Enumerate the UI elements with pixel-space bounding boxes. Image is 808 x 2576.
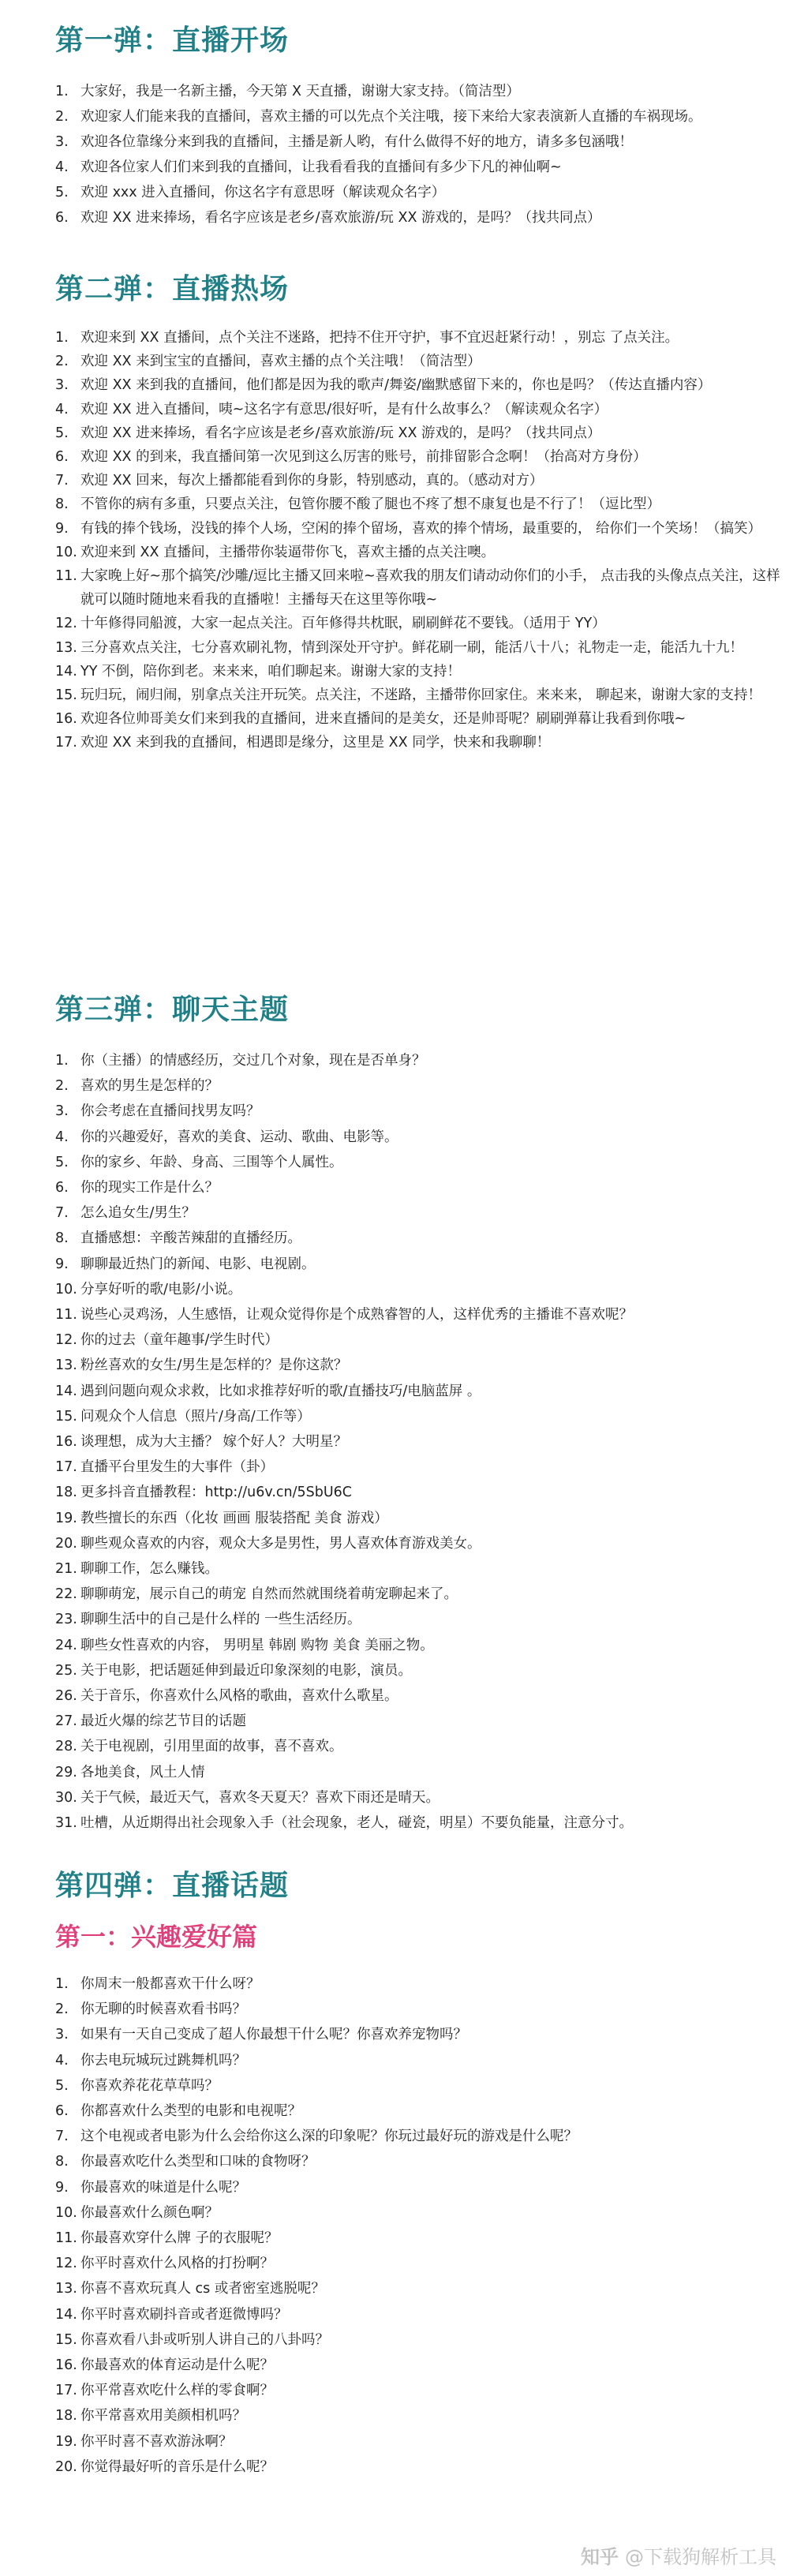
list-item-number: 19.	[55, 2433, 77, 2450]
list-item-number: 24.	[55, 1637, 77, 1653]
list-item-number: 23.	[55, 1612, 77, 1628]
list-item-text: 各地美食，风土人情	[80, 1764, 205, 1780]
list-item-text: 直播感想：辛酸苦辣甜的直播经历。	[80, 1230, 301, 1247]
list-item-number: 14.	[55, 2306, 77, 2323]
list-item-text: 说些心灵鸡汤，人生感悟，让观众觉得你是个成熟睿智的人，这样优秀的主播谁不喜欢呢？	[80, 1307, 633, 1324]
list-item-text: 聊些观众喜欢的内容，观众大多是男性，男人喜欢体育游戏美女。	[80, 1535, 481, 1552]
list-item-number: 5.	[55, 185, 69, 200]
list-item-number: 2.	[55, 109, 69, 125]
list-item	[55, 683, 781, 707]
list-item	[55, 2124, 781, 2149]
list-item-number: 11.	[55, 2230, 77, 2247]
list-item-text: 怎么追女生/男生？	[80, 1205, 196, 1222]
list-item	[55, 564, 781, 612]
list-item-text: 聊聊工作，怎么赚钱。	[80, 1561, 219, 1578]
list-item-text: 关于音乐，你喜欢什么风格的歌曲，喜欢什么歌星。	[80, 1688, 398, 1705]
list-item	[55, 1607, 781, 1632]
list-item	[55, 2175, 781, 2200]
list-item-text: 欢迎 xxx 进入直播间，你这名字有意思呀（解读观众名字）	[80, 185, 446, 200]
list-item-text: 欢迎家人们能来我的直播间，喜欢主播的可以先点个关注哦，接下来给大家表演新人直播的车祸现场。	[80, 109, 702, 125]
list-item	[55, 2429, 781, 2454]
list-item-text: 谈理想，成为大主播？ 嫁个好人？大明星？	[80, 1434, 348, 1451]
list-item-text: 欢迎各位帅哥美女们来到我的直播间，进来直播间的是美女，还是帅哥呢？刷刷弹幕让我看到你哦~	[80, 711, 686, 728]
list-item-text: 关于气候，最近天气，喜欢冬天夏天？喜欢下雨还是晴天。	[80, 1789, 440, 1806]
list-item	[55, 1709, 781, 1734]
list-item	[55, 2073, 781, 2099]
list-item-number: 17.	[55, 1459, 77, 1476]
list-item-number: 2.	[55, 1078, 69, 1095]
list-item-number: 31.	[55, 1815, 77, 1832]
list-item-number: 8.	[55, 2154, 69, 2170]
list-item	[55, 1353, 781, 1378]
list-item	[55, 205, 781, 230]
list-item-text: 你会考虑在直播间找男友吗？	[80, 1103, 260, 1120]
list-item-number: 17.	[55, 2383, 77, 2399]
list-item-number: 11.	[55, 1307, 77, 1324]
list-item-number: 15.	[55, 2331, 77, 2348]
list-item	[55, 1734, 781, 1759]
list-item-text: 欢迎 XX 进来捧场，看名字应该是老乡/喜欢旅游/玩 XX 游戏的，是吗？（找共同点）	[80, 425, 601, 441]
list-item	[55, 104, 781, 129]
section-heading-live-topics: 第四弹：直播话题	[55, 1870, 290, 1902]
list-item-number: 7.	[55, 2129, 69, 2145]
list-item	[55, 517, 781, 541]
list-item-text: 你的现实工作是什么？	[80, 1180, 219, 1196]
list-item-number: 14.	[55, 1383, 77, 1399]
list-item-number: 5.	[55, 1154, 69, 1170]
list-item-text: 你平时喜欢什么风格的打扮啊？	[80, 2256, 274, 2272]
list-item-text: 你喜欢看八卦或听别人讲自己的八卦吗？	[80, 2331, 329, 2348]
list-item-text: 欢迎各位靠缘分来到我的直播间，主播是新人哟，有什么做得不好的地方，请多多包涵哦！	[80, 134, 633, 150]
list-item-number: 2.	[55, 2001, 69, 2018]
list-item-number: 9.	[55, 1256, 69, 1272]
opening-list	[55, 79, 781, 230]
list-item	[55, 1252, 781, 1277]
list-item-text: 聊聊最近热门的新闻、电影、电视剧。	[80, 1256, 316, 1272]
list-item-text: 大家晚上好~那个搞笑/沙雕/逗比主播又回来啦~喜欢我的朋友们请动动你们的小手， 点击我的头像点点关注，这样就可以随时随地来看我的直播啦！主播每天在这里等你哦~	[80, 568, 780, 608]
list-item-text: 遇到问题向观众求救，比如求推荐好听的歌/直播技巧/电脑蓝屏 。	[80, 1383, 481, 1399]
list-item-text: 你平常喜欢用美颜相机吗？	[80, 2408, 246, 2424]
list-item-number: 28.	[55, 1739, 77, 1755]
list-item-number: 4.	[55, 159, 69, 175]
list-item-number: 10.	[55, 1281, 77, 1297]
list-item-text: 你平时喜不喜欢游泳啊？	[80, 2433, 233, 2450]
list-item-number: 19.	[55, 1510, 77, 1526]
list-item-text: 欢迎来到 XX 直播间，点个关注不迷路，把持不住开守护，事不宜迟赶紧行动！，别忘 了点关注。	[80, 330, 679, 346]
list-item	[55, 1556, 781, 1582]
list-item-number: 15.	[55, 687, 77, 704]
list-item-text: 最近火爆的综艺节目的话题	[80, 1713, 246, 1730]
list-item	[55, 492, 781, 516]
list-item	[55, 1760, 781, 1785]
list-item	[55, 79, 781, 104]
list-item-number: 7.	[55, 473, 69, 489]
list-item-text: 你无聊的时候喜欢看书吗？	[80, 2001, 246, 2018]
list-item-text: 你的过去（童年趣事/学生时代）	[80, 1332, 279, 1349]
list-item-number: 18.	[55, 2408, 77, 2424]
list-item	[55, 541, 781, 564]
list-item-text: 这个电视或者电影为什么会给你这么深的印象呢？你玩过最好玩的游戏是什么呢？	[80, 2129, 578, 2145]
list-item-text: 玩归玩，闹归闹，别拿点关注开玩笑。点关注，不迷路，主播带你回家住。来来来， 聊起来，谢谢大家的支持！	[80, 687, 762, 704]
list-item-text: 喜欢的男生是怎样的？	[80, 1078, 219, 1095]
list-item-number: 1.	[55, 330, 69, 346]
list-item	[55, 445, 781, 469]
list-item-number: 13.	[55, 2281, 77, 2297]
list-item-number: 16.	[55, 2357, 77, 2374]
list-item	[55, 373, 781, 397]
list-item-text: 关于电影，把话题延伸到最近印象深刻的电影，演员。	[80, 1662, 412, 1679]
list-item	[55, 2251, 781, 2276]
list-item-text: 大家好，我是一名新主播，今天第 X 天直播，谢谢大家支持。（简洁型）	[80, 84, 520, 99]
list-item-text: 欢迎 XX 的到来，我直播间第一次见到这么厉害的账号，前排留影合念啊！（抬高对方身份）	[80, 449, 647, 466]
list-item	[55, 2276, 781, 2301]
list-item-number: 12.	[55, 2256, 77, 2272]
list-item-text: 你喜不喜欢玩真人 cs 或者密室逃脱呢？	[80, 2281, 325, 2297]
section-heading-chat-topics: 第三弹：聊天主题	[55, 994, 290, 1026]
list-item	[55, 1531, 781, 1556]
list-item-number: 6.	[55, 1180, 69, 1196]
list-item-text: 你最喜欢吃什么类型和口味的食物呀？	[80, 2154, 316, 2170]
list-item-number: 20.	[55, 2458, 77, 2475]
list-item-text: 欢迎 XX 来到我的直播间，他们都是因为我的歌声/舞姿/幽默感留下来的，你也是吗？（传达直播内容）	[80, 377, 712, 394]
list-item-number: 9.	[55, 2179, 69, 2196]
section-heading-opening: 第一弹：直播开场	[55, 24, 290, 57]
chat-topics-list	[55, 1048, 781, 1836]
list-item-text: 你的兴趣爱好，喜欢的美食、运动、歌曲、电影等。	[80, 1129, 398, 1145]
list-item-number: 15.	[55, 1408, 77, 1425]
list-item	[55, 731, 781, 754]
list-item	[55, 2353, 781, 2378]
list-item-text: 聊聊萌宠，展示自己的萌宠 自然而然就围绕着萌宠聊起来了。	[80, 1586, 458, 1603]
list-item-number: 17.	[55, 735, 77, 751]
list-item-text: 你平常喜欢吃什么样的零食啊？	[80, 2383, 274, 2399]
list-item	[55, 1175, 781, 1200]
list-item-number: 6.	[55, 2103, 69, 2120]
list-item-number: 5.	[55, 2077, 69, 2094]
list-item-text: 欢迎各位家人们们来到我的直播间，让我看看我的直播间有多少下凡的神仙啊~	[80, 159, 562, 175]
list-item-text: 吐槽，从近期得出社会现象入手（社会现象，老人，碰瓷，明星）不要负能量，注意分寸。	[80, 1815, 633, 1832]
list-item	[55, 1404, 781, 1429]
list-item-number: 13.	[55, 639, 77, 656]
list-item-text: 你周末一般都喜欢干什么呀？	[80, 1976, 260, 1992]
list-item-text: 你去电玩城玩过跳舞机吗？	[80, 2052, 246, 2069]
list-item-text: 欢迎 XX 进来捧场，看名字应该是老乡/喜欢旅游/玩 XX 游戏的，是吗？（找共同点）	[80, 210, 601, 226]
warmup-list	[55, 326, 781, 755]
list-item-text: 有钱的捧个钱场，没钱的捧个人场，空闲的捧个留场，喜欢的捧个情场，最重要的， 给你们一个笑场！（搞笑）	[80, 520, 762, 537]
list-item-text: 你觉得最好听的音乐是什么呢？	[80, 2458, 274, 2475]
list-item-text: 你喜欢养花花草草吗？	[80, 2077, 219, 2094]
list-item	[55, 350, 781, 373]
list-item-text: 如果有一天自己变成了超人你最想干什么呢？你喜欢养宠物吗？	[80, 2027, 467, 2043]
list-item	[55, 1048, 781, 1073]
list-item-number: 29.	[55, 1764, 77, 1780]
list-item-number: 8.	[55, 496, 69, 513]
list-item	[55, 129, 781, 155]
list-item	[55, 2022, 781, 2047]
list-item-number: 6.	[55, 449, 69, 466]
list-item-number: 14.	[55, 663, 77, 680]
list-item	[55, 1125, 781, 1150]
list-item-number: 4.	[55, 2052, 69, 2069]
list-item-number: 3.	[55, 2027, 69, 2043]
list-item	[55, 2302, 781, 2327]
list-item	[55, 2200, 781, 2226]
list-item-number: 27.	[55, 1713, 77, 1730]
list-item-number: 10.	[55, 2204, 77, 2221]
list-item	[55, 155, 781, 180]
list-item	[55, 398, 781, 421]
list-item	[55, 1455, 781, 1480]
list-item	[55, 180, 781, 205]
list-item-text: 更多抖音直播教程：http://u6v.cn/5SbU6C	[80, 1485, 353, 1501]
list-item-text: 欢迎 XX 来到宝宝的直播间，喜欢主播的点个关注哦！（简洁型）	[80, 354, 481, 370]
list-item-text: 欢迎 XX 来到我的直播间，相遇即是缘分，这里是 XX 同学，快来和我聊聊！	[80, 735, 551, 751]
list-item	[55, 2403, 781, 2428]
list-item	[55, 2378, 781, 2403]
list-item	[55, 1506, 781, 1531]
list-item-text: 你最喜欢的味道是什么呢？	[80, 2179, 246, 2196]
list-item-text: 你最喜欢的体育运动是什么呢？	[80, 2357, 274, 2374]
list-item	[55, 612, 781, 635]
watermark-text: @下载狗解析工具	[625, 2546, 776, 2568]
list-item-number: 7.	[55, 1205, 69, 1222]
list-item	[55, 2226, 781, 2251]
list-item	[55, 1633, 781, 1658]
list-item-text: 你（主播）的情感经历，交过几个对象，现在是否单身？	[80, 1053, 426, 1069]
list-item-number: 21.	[55, 1561, 77, 1578]
list-item	[55, 1302, 781, 1327]
list-item-text: 三分喜欢点关注，七分喜欢刷礼物，情到深处开守护。鲜花刷一刷，能活八十八；礼物走一走，能活九十九！	[80, 639, 743, 656]
list-item-number: 30.	[55, 1789, 77, 1806]
list-item	[55, 2327, 781, 2353]
list-item	[55, 1683, 781, 1709]
list-item-text: 欢迎 XX 回来，每次上播都能看到你的身影，特别感动，真的。（感动对方）	[80, 473, 544, 489]
list-item	[55, 1379, 781, 1404]
list-item-text: 不管你的病有多重，只要点关注，包管你腰不酸了腿也不疼了想不康复也是不行了！（逗比型）	[80, 496, 660, 513]
list-item	[55, 326, 781, 350]
list-item-number: 22.	[55, 1586, 77, 1603]
list-item-number: 2.	[55, 354, 69, 370]
list-item	[55, 707, 781, 731]
list-item	[55, 1971, 781, 1997]
list-item	[55, 469, 781, 492]
list-item	[55, 1277, 781, 1302]
list-item	[55, 1327, 781, 1353]
list-item-number: 25.	[55, 1662, 77, 1679]
list-item	[55, 1429, 781, 1455]
list-item	[55, 1099, 781, 1124]
list-item-number: 13.	[55, 1357, 77, 1374]
list-item-number: 26.	[55, 1688, 77, 1705]
list-item-text: 欢迎 XX 进入直播间，咦~这名字有意思/很好听，是有什么故事么？（解读观众名字）	[80, 401, 608, 417]
list-item-text: YY 不倒，陪你到老。来来来，咱们聊起来。谢谢大家的支持！	[80, 663, 461, 680]
list-item-number: 11.	[55, 568, 77, 585]
list-item-text: 问观众个人信息（照片/身高/工作等）	[80, 1408, 311, 1425]
list-item-number: 1.	[55, 1976, 69, 1992]
list-item	[55, 2454, 781, 2480]
list-item-number: 16.	[55, 711, 77, 728]
list-item-text: 关于电视剧，引用里面的故事，喜不喜欢。	[80, 1739, 343, 1755]
list-item	[55, 1480, 781, 1505]
list-item	[55, 2149, 781, 2174]
list-item	[55, 1150, 781, 1175]
list-item	[55, 1200, 781, 1226]
list-item-text: 你平时喜欢刷抖音或者逛微博吗？	[80, 2306, 288, 2323]
list-item-number: 9.	[55, 520, 69, 537]
list-item-number: 6.	[55, 210, 69, 226]
list-item	[55, 2048, 781, 2073]
list-item-number: 16.	[55, 1434, 77, 1451]
list-item-number: 4.	[55, 1129, 69, 1145]
list-item-text: 十年修得同船渡，大家一起点关注。百年修得共枕眠，刷刷鲜花不要钱。（适用于 YY）	[80, 616, 606, 632]
list-item-number: 4.	[55, 401, 69, 417]
list-item-number: 8.	[55, 1230, 69, 1247]
list-item	[55, 660, 781, 683]
list-item-text: 粉丝喜欢的女生/男生是怎样的？是你这款？	[80, 1357, 348, 1374]
list-item-text: 直播平台里发生的大事件（卦）	[80, 1459, 274, 1476]
list-item-number: 10.	[55, 544, 77, 560]
subsection-heading-hobbies: 第一：兴趣爱好篇	[55, 1922, 258, 1952]
list-item-number: 3.	[55, 134, 69, 150]
list-item	[55, 421, 781, 445]
list-item-text: 欢迎来到 XX 直播间，主播带你装逼带你飞，喜欢主播的点关注噢。	[80, 544, 496, 560]
list-item	[55, 1226, 781, 1251]
list-item	[55, 1582, 781, 1607]
section-heading-warmup: 第二弹：直播热场	[55, 273, 290, 305]
list-item	[55, 1810, 781, 1836]
list-item	[55, 636, 781, 660]
list-item-text: 你最喜欢穿什么牌 子的衣服呢？	[80, 2230, 279, 2247]
list-item	[55, 1997, 781, 2022]
list-item-number: 1.	[55, 84, 69, 99]
list-item-number: 5.	[55, 425, 69, 441]
list-item-text: 你最喜欢什么颜色啊？	[80, 2204, 219, 2221]
watermark	[581, 2541, 776, 2569]
list-item-number: 12.	[55, 1332, 77, 1349]
list-item-number: 18.	[55, 1485, 77, 1501]
list-item-text: 你都喜欢什么类型的电影和电视呢？	[80, 2103, 301, 2120]
zhihu-logo: 知乎	[581, 2546, 619, 2568]
list-item-number: 3.	[55, 1103, 69, 1120]
list-item-text: 教些擅长的东西（化妆 画画 服装搭配 美食 游戏）	[80, 1510, 388, 1526]
hobbies-list	[55, 1971, 781, 2480]
list-item-text: 聊些女性喜欢的内容， 男明星 韩剧 购物 美食 美丽之物。	[80, 1637, 434, 1653]
list-item-number: 3.	[55, 377, 69, 394]
list-item-text: 聊聊生活中的自己是什么样的 一些生活经历。	[80, 1612, 361, 1628]
list-item-text: 分享好听的歌/电影/小说。	[80, 1281, 242, 1297]
list-item-number: 20.	[55, 1535, 77, 1552]
list-item	[55, 1785, 781, 1810]
list-item-number: 1.	[55, 1053, 69, 1069]
list-item-number: 12.	[55, 616, 77, 632]
list-item	[55, 1073, 781, 1099]
list-item	[55, 1658, 781, 1683]
list-item-text: 你的家乡、年龄、身高、三围等个人属性。	[80, 1154, 343, 1170]
list-item	[55, 2099, 781, 2124]
